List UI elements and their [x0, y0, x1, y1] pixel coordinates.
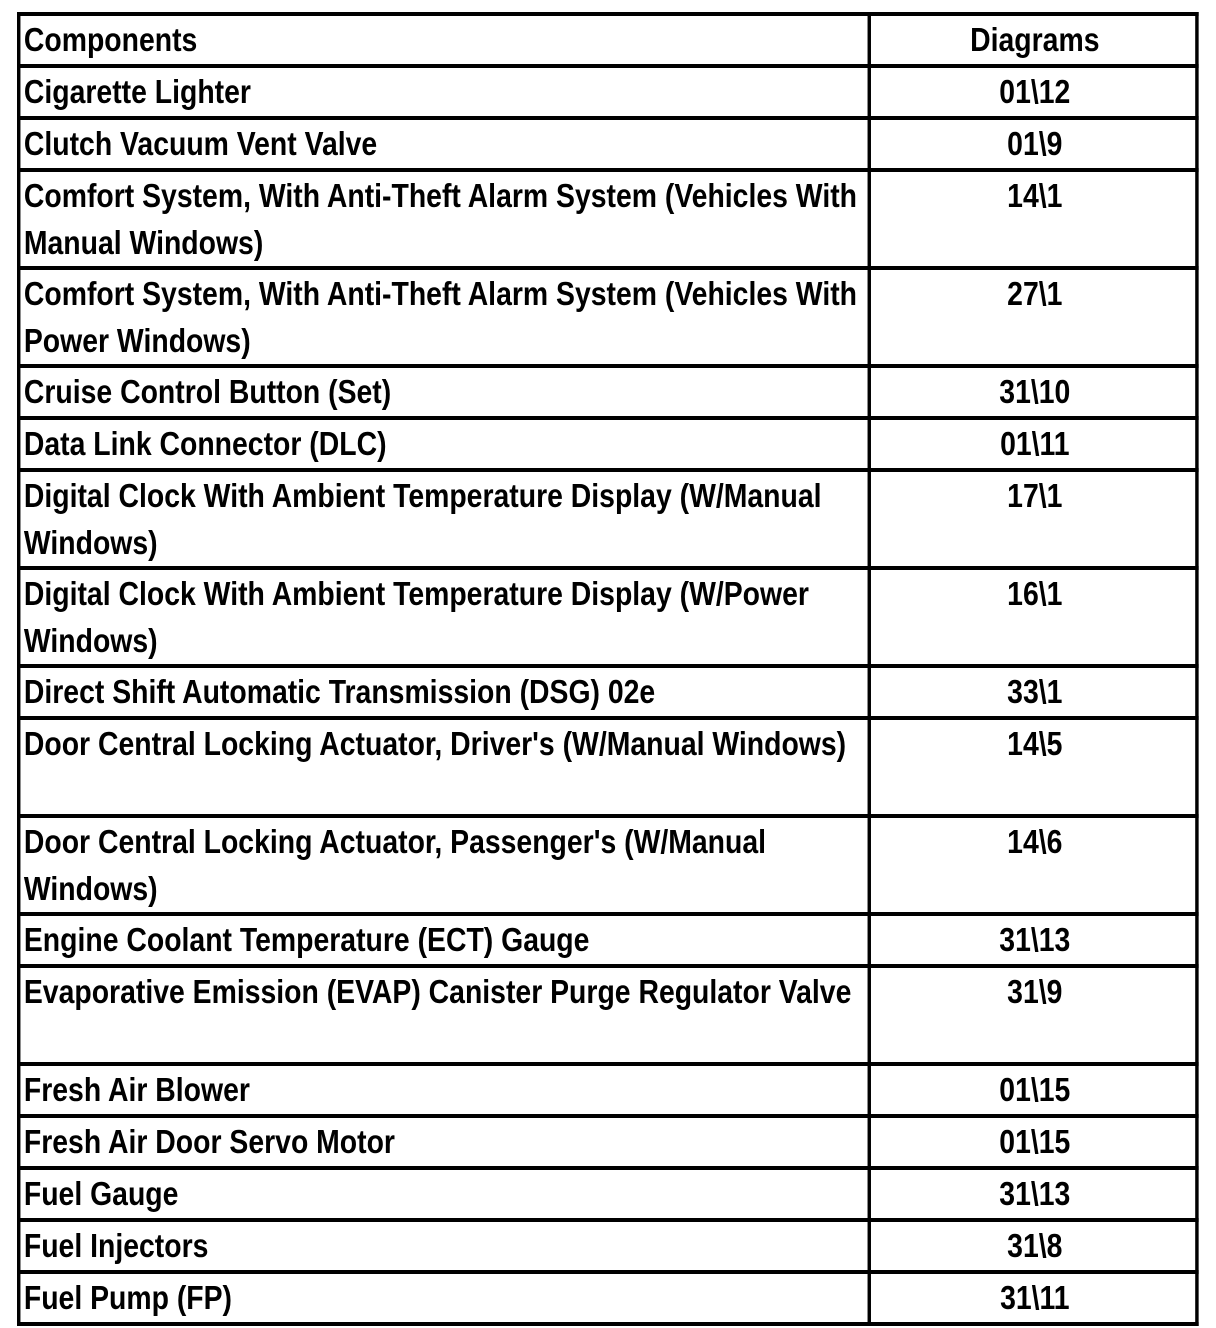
- header-diagrams: Diagrams: [869, 14, 1197, 66]
- diagram-cell: 31\8: [869, 1220, 1197, 1272]
- diagram-cell: 14\1: [869, 170, 1197, 268]
- table-row: [19, 66, 1197, 118]
- diagram-cell: 33\1: [869, 666, 1197, 718]
- table-row: [19, 170, 1197, 268]
- component-cell: Clutch Vacuum Vent Valve: [19, 118, 870, 170]
- table-row: [19, 816, 1197, 914]
- component-cell: Cruise Control Button (Set): [19, 366, 870, 418]
- diagram-cell: 14\6: [869, 816, 1197, 914]
- table-row: [19, 1220, 1197, 1272]
- table-header: [19, 14, 1197, 66]
- diagram-cell: 01\9: [869, 118, 1197, 170]
- table-row: [19, 1116, 1197, 1168]
- diagram-cell: 27\1: [869, 268, 1197, 366]
- table-row: [19, 1168, 1197, 1220]
- diagram-cell: 31\11: [869, 1272, 1197, 1324]
- diagram-cell: 14\5: [869, 718, 1197, 816]
- component-cell: Cigarette Lighter: [19, 66, 870, 118]
- table-row: [19, 268, 1197, 366]
- diagram-cell: 31\10: [869, 366, 1197, 418]
- diagram-cell: 01\12: [869, 66, 1197, 118]
- component-cell: Data Link Connector (DLC): [19, 418, 870, 470]
- component-cell: Direct Shift Automatic Transmission (DSG) 02e: [19, 666, 870, 718]
- table-row: [19, 914, 1197, 966]
- diagram-cell: 31\13: [869, 914, 1197, 966]
- component-cell: Door Central Locking Actuator, Passenger's (W/Manual Windows): [19, 816, 870, 914]
- diagram-cell: 31\13: [869, 1168, 1197, 1220]
- diagram-cell: 16\1: [869, 568, 1197, 666]
- component-cell: Engine Coolant Temperature (ECT) Gauge: [19, 914, 870, 966]
- table-row: [19, 1272, 1197, 1324]
- diagram-cell: 17\1: [869, 470, 1197, 568]
- header-row: [19, 14, 1197, 66]
- component-cell: Digital Clock With Ambient Temperature Display (W/Power Windows): [19, 568, 870, 666]
- diagram-cell: 01\15: [869, 1064, 1197, 1116]
- component-cell: Evaporative Emission (EVAP) Canister Purge Regulator Valve: [19, 966, 870, 1064]
- component-cell: Digital Clock With Ambient Temperature Display (W/Manual Windows): [19, 470, 870, 568]
- components-table: [17, 12, 1199, 1326]
- component-cell: Fuel Gauge: [19, 1168, 870, 1220]
- table-row: [19, 1064, 1197, 1116]
- table-row: [19, 718, 1197, 816]
- table-row: [19, 966, 1197, 1064]
- table-body: [19, 66, 1197, 1324]
- component-cell: Comfort System, With Anti-Theft Alarm System (Vehicles With Manual Windows): [19, 170, 870, 268]
- header-components: Components: [19, 14, 870, 66]
- table-row: [19, 666, 1197, 718]
- component-cell: Fuel Pump (FP): [19, 1272, 870, 1324]
- table-row: [19, 118, 1197, 170]
- table-row: [19, 568, 1197, 666]
- diagram-cell: 31\9: [869, 966, 1197, 1064]
- table-row: [19, 366, 1197, 418]
- table-row: [19, 470, 1197, 568]
- table-row: [19, 418, 1197, 470]
- component-cell: Fresh Air Blower: [19, 1064, 870, 1116]
- component-cell: Door Central Locking Actuator, Driver's (W/Manual Windows): [19, 718, 870, 816]
- component-cell: Comfort System, With Anti-Theft Alarm System (Vehicles With Power Windows): [19, 268, 870, 366]
- diagram-cell: 01\15: [869, 1116, 1197, 1168]
- component-cell: Fuel Injectors: [19, 1220, 870, 1272]
- component-cell: Fresh Air Door Servo Motor: [19, 1116, 870, 1168]
- diagram-cell: 01\11: [869, 418, 1197, 470]
